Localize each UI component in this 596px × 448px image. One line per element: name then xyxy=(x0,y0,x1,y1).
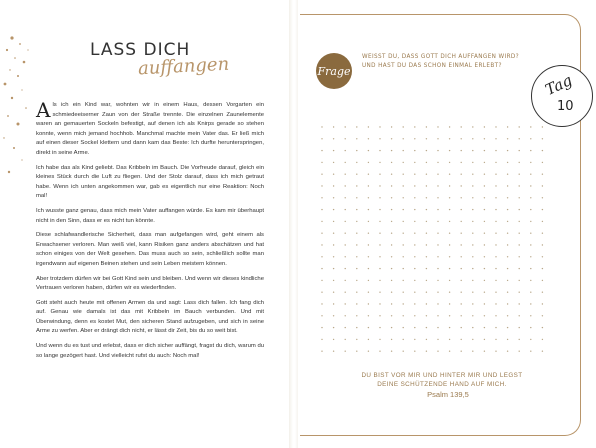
paragraph-1 xyxy=(36,98,264,159)
paragraph-5: Aber trotzdem dürfen wir bei Gott Kind sein und bleiben. Und wenn wir dieses kindliche Vertrauen verloren haben, dürfen wir es wiederfinden. xyxy=(36,275,264,292)
title-main: LASS DICH xyxy=(90,40,191,60)
paragraph-7: Und wenn du es tust und erlebst, dass er dich sicher auffängt, fragst du dich, warum du so lange gezögert hast. Und vielleicht rufst du auch: Noch mal! xyxy=(36,343,264,359)
dotted-writing-area xyxy=(318,123,548,359)
day-marker-number: 10 xyxy=(557,99,574,114)
paragraph-4: Diese schlafwandlerische Sicherheit, dass man aufgefangen wird, geht einem als Erwachsener verloren. Man weiß viel, kann Risiken ganz anders abschätzen und hat schon einiges von der Welt gesehen. Das muss auch so sein, schließlich sollte man irgendwann auf eigenen Beinen stehen und sein Leben meistern können. xyxy=(36,232,264,267)
paragraph-6: Gott steht auch heute mit offenen Armen da und sagt: Lass dich fallen. Ich fang dich auf. Genau wie damals ist das mit Kribbeln im Bauch verbunden. Und mit Überwindung, denn es kostet Mut, den sicheren Stand aufzugeben, und sich in seine Arme zu werfen. Aber er drängt dich nicht, er lässt dir Zeit, bis du so weit bist. xyxy=(36,299,264,335)
paragraph-2: Ich habe das als Kind geliebt. Das Kribbeln im Bauch. Die Vorfreude darauf, gleich ein kleines Stück durch die Luft zu fliegen. Und der Stolz darauf, dass ich mich getraut habe. Wenn ich unten angekommen war, gab es eigentlich nur eine Reaktion: Noch mal! xyxy=(36,164,264,200)
paragraph-3: Ich wusste ganz genau, dass mich mein Vater auffangen würde. Es kam mir überhaupt nicht in den Sinn, dass er es nicht tun könnte. xyxy=(36,207,264,224)
paragraph-1-text: ls ich ein Kind war, wohnten wir in einem Haus, dessen Vorgarten ein schmiedeeiserner Zaun von der Straße trennte. Die einzelnen Zaunelemente waren an gemauerten Sockeln befestigt, auf denen ich als Knirps gerade so stehen konnte, wenn mich jemand hochhob. Manchmal machte mein Vater das. Er ließ mich auf einen dieser Sockel klettern und dann kam das Beste: Ich durfte herunterspringen, direkt in seine Arme. xyxy=(36,102,264,156)
day-marker-label: Tag xyxy=(542,71,575,99)
question-badge xyxy=(316,53,352,89)
reflection-question: WEISST DU, DASS GOTT DICH AUFFANGEN WIRD? UND HAST DU DAS SCHON EINMAL ERLEBT? xyxy=(362,53,520,69)
paint-splatter-decoration xyxy=(0,20,40,190)
bible-verse: DU BIST VOR MIR UND HINTER MIR UND LEGST DEINE SCHÜTZENDE HAND AUF MICH. xyxy=(361,372,523,388)
devotion-title xyxy=(90,40,230,80)
title-script: auffangen xyxy=(137,53,230,80)
drop-cap: A xyxy=(36,98,51,122)
bible-verse-reference: Psalm 139,5 xyxy=(427,390,469,399)
question-badge-label: Frage xyxy=(317,64,351,78)
devotion-body xyxy=(36,98,264,366)
